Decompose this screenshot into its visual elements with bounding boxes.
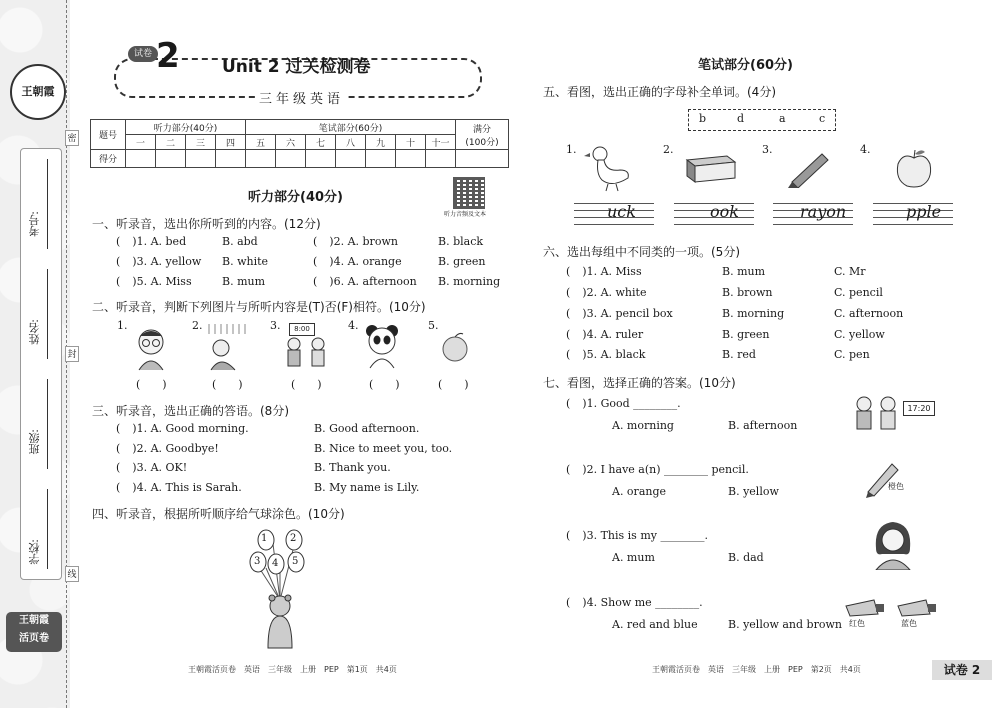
word-fragment: uck	[607, 202, 636, 221]
answer-blank[interactable]: ( )5. A. black	[566, 348, 646, 361]
option-b: B. mum	[222, 275, 266, 288]
brand-logo-text: 王朝霞	[21, 84, 55, 98]
woman-picture	[870, 518, 916, 570]
name-line[interactable]	[47, 269, 49, 359]
class-line[interactable]	[47, 379, 49, 469]
score-cell[interactable]	[156, 150, 186, 168]
col-label: 七	[306, 135, 336, 150]
option-a: )1. A. Good morning.	[132, 422, 249, 435]
option-c: C. afternoon	[834, 307, 904, 320]
grade-subtitle: 三年级英语	[255, 88, 348, 107]
letter-choice: a	[779, 112, 786, 125]
item-number: 4.	[348, 319, 359, 332]
coloring-child-picture	[205, 322, 249, 372]
seal-char: 线	[65, 566, 79, 582]
option-b: B. My name is Lily.	[314, 481, 420, 494]
test-tag: 试卷	[128, 46, 158, 62]
boy-with-glasses-picture	[133, 326, 169, 372]
option-a: )1. A. bed	[132, 235, 187, 248]
answer-blank[interactable]: ( )4. Show me ________.	[566, 596, 703, 609]
score-cell[interactable]	[426, 150, 456, 168]
answer-blank[interactable]: ( )3. A. yellow	[116, 255, 202, 268]
answer-blank[interactable]: ( )3. A. pencil box	[566, 307, 673, 320]
option-a: )5. A. black	[582, 348, 646, 361]
item-number: 5.	[428, 319, 439, 332]
option-a: )4. A. ruler	[582, 328, 644, 341]
option-c: C. pencil	[834, 286, 883, 299]
seal-char: 密	[65, 130, 79, 146]
score-cell[interactable]	[186, 150, 216, 168]
brand-logo-bottom-line1: 王朝霞	[19, 615, 49, 626]
option-b: B. Good afternoon.	[314, 422, 420, 435]
clock-display: 8:00	[289, 323, 315, 336]
word-fragment: ook	[710, 202, 739, 221]
answer-blank[interactable]: ( )4. A. ruler	[566, 328, 644, 341]
bear-with-balloons-picture	[246, 528, 312, 650]
seal-char: 封	[65, 346, 79, 362]
option-a: A. orange	[612, 485, 667, 498]
option-b: B. abd	[222, 235, 258, 248]
exam-number-label: 考号:	[28, 211, 41, 237]
option-b: B. afternoon	[728, 419, 798, 432]
brand-logo	[10, 64, 66, 120]
answer-blank[interactable]: ( )2. I have a(n) ________ pencil.	[566, 463, 749, 476]
option-b: B. morning	[722, 307, 785, 320]
option-a: )5. A. Miss	[132, 275, 192, 288]
option-a: )2. A. brown	[329, 235, 398, 248]
score-cell[interactable]	[216, 150, 246, 168]
col-label: 十一	[426, 135, 456, 150]
answer-blank[interactable]: ( )1. A. Good morning.	[116, 422, 249, 435]
paint-label-red: 红色	[849, 619, 865, 628]
section-2-title: 二、听录音，判断下列图片与所听内容是(T)否(F)相符。(10分)	[92, 300, 426, 314]
class-label: 班级:	[28, 429, 41, 455]
qr-label: 听力音频及文本	[444, 211, 487, 218]
page-badge: 试卷 2	[932, 660, 992, 680]
section-6-title: 六、选出每组中不同类的一项。(5分)	[543, 245, 740, 259]
listening-header: 听力部分(40分)	[126, 120, 246, 135]
balloon-number: 4	[272, 558, 279, 569]
student-info-panel	[20, 148, 62, 580]
col-label: 八	[336, 135, 366, 150]
option-b: B. yellow	[728, 485, 779, 498]
test-number: 2	[156, 36, 180, 76]
option-a: )1. A. Miss	[582, 265, 642, 278]
answer-blank[interactable]: ( )2. A. white	[566, 286, 647, 299]
score-cell[interactable]	[366, 150, 396, 168]
score-cell[interactable]	[306, 150, 336, 168]
children-greeting-picture	[852, 394, 904, 438]
option-a: )4. A. This is Sarah.	[132, 481, 242, 494]
paint-tube-blue-picture	[896, 598, 938, 618]
exam-number-line[interactable]	[47, 159, 49, 249]
option-a: )3. A. pencil box	[582, 307, 673, 320]
option-a: )6. A. afternoon	[329, 275, 417, 288]
option-a: A. mum	[612, 551, 655, 564]
panda-picture	[364, 324, 400, 370]
item-number: 2.	[192, 319, 203, 332]
score-table-label: 题号	[91, 120, 126, 150]
answer-blank[interactable]: ( )	[438, 378, 469, 391]
answer-blank[interactable]: ( )3. This is my ________.	[566, 529, 708, 542]
option-a: A. morning	[612, 419, 674, 432]
clock-display: 17:20	[903, 401, 935, 416]
option-b: B. Thank you.	[314, 461, 391, 474]
question-text: )4. Show me ________.	[582, 596, 703, 609]
option-b: B. mum	[722, 265, 766, 278]
option-b: B. yellow and brown	[728, 618, 842, 631]
score-cell[interactable]	[276, 150, 306, 168]
answer-blank[interactable]: ( )3. A. OK!	[116, 461, 188, 474]
full-score-value: (100分)	[465, 137, 499, 148]
answer-blank[interactable]: ( )5. A. Miss	[116, 275, 192, 288]
option-b: B. dad	[728, 551, 764, 564]
col-label: 十	[396, 135, 426, 150]
option-b: B. black	[438, 235, 484, 248]
score-cell[interactable]	[246, 150, 276, 168]
writing-header: 笔试部分(60分)	[246, 120, 456, 135]
score-cell[interactable]	[336, 150, 366, 168]
answer-blank[interactable]: ( )	[136, 378, 167, 391]
question-text: )3. This is my ________.	[582, 529, 708, 542]
balloon-number: 1	[261, 533, 268, 544]
option-b: B. green	[438, 255, 486, 268]
name-label: 姓名:	[28, 319, 41, 345]
item-number: 4.	[860, 143, 871, 156]
item-number: 3.	[762, 143, 773, 156]
option-a: )3. A. yellow	[132, 255, 202, 268]
col-label: 四	[216, 135, 246, 150]
section-3-title: 三、听录音，选出正确的答语。(8分)	[92, 404, 289, 418]
option-c: C. Mr	[834, 265, 866, 278]
col-label: 五	[246, 135, 276, 150]
section-1-title: 一、听录音，选出你所听到的内容。(12分)	[92, 217, 321, 231]
word-fragment: pple	[906, 202, 942, 221]
score-cell[interactable]	[396, 150, 426, 168]
option-c: C. yellow	[834, 328, 885, 341]
option-b: B. green	[722, 328, 770, 341]
answer-blank[interactable]: ( )	[291, 378, 322, 391]
col-label: 三	[186, 135, 216, 150]
paint-tube-red-picture	[844, 598, 886, 618]
footer-left: 王朝霞活页卷 英语 三年级 上册 PEP 第1页 共4页	[188, 665, 397, 674]
score-row-label: 得分	[91, 150, 126, 168]
answer-blank[interactable]: ( )	[212, 378, 243, 391]
answer-blank[interactable]: ( )6. A. afternoon	[313, 275, 417, 288]
letter-choice: d	[737, 112, 745, 125]
option-b: B. Nice to meet you, too.	[314, 442, 453, 455]
book-picture	[683, 152, 739, 184]
word-fragment: rayon	[800, 202, 847, 221]
balloon-number: 5	[292, 556, 299, 567]
option-a: )2. A. Goodbye!	[132, 442, 219, 455]
balloon-number: 2	[290, 533, 297, 544]
pencil-picture	[862, 460, 900, 498]
school-label: 学校:	[28, 539, 41, 565]
footer-right: 王朝霞活页卷 英语 三年级 上册 PEP 第2页 共4页	[652, 665, 861, 674]
answer-blank[interactable]: ( )4. A. orange	[313, 255, 402, 268]
two-children-picture	[280, 336, 336, 372]
section-4-title: 四、听录音，根据所听顺序给气球涂色。(10分)	[92, 507, 345, 521]
option-a: )3. A. OK!	[132, 461, 188, 474]
col-label: 二	[156, 135, 186, 150]
brand-logo-bottom-line2: 活页卷	[19, 633, 49, 644]
brand-logo-bottom	[6, 612, 62, 652]
option-a: )4. A. orange	[329, 255, 402, 268]
option-b: B. morning	[438, 275, 501, 288]
answer-blank[interactable]: ( )1. A. bed	[116, 235, 187, 248]
orange-picture	[441, 332, 469, 362]
color-label: 橙色	[888, 482, 904, 491]
item-number: 1.	[117, 319, 128, 332]
option-a: A. red and blue	[612, 618, 698, 631]
school-line[interactable]	[47, 489, 49, 569]
full-score-header	[456, 120, 509, 150]
page-title: Unit 2 过关检测卷	[222, 57, 371, 77]
apple-picture	[893, 148, 935, 190]
question-text: )1. Good ________.	[582, 397, 681, 410]
answer-blank[interactable]: ( )2. A. brown	[313, 235, 398, 248]
score-table	[90, 119, 509, 168]
option-b: B. brown	[722, 286, 773, 299]
qr-code[interactable]	[453, 177, 485, 209]
option-b: B. white	[222, 255, 269, 268]
item-number: 2.	[663, 143, 674, 156]
writing-title: 笔试部分(60分)	[698, 58, 793, 73]
score-cell[interactable]	[126, 150, 156, 168]
answer-blank[interactable]: ( )	[369, 378, 400, 391]
option-b: B. red	[722, 348, 756, 361]
section-7-title: 七、看图，选择正确的答案。(10分)	[543, 376, 736, 390]
option-a: )2. A. white	[582, 286, 647, 299]
answer-blank[interactable]: ( )1. A. Miss	[566, 265, 642, 278]
letter-choices	[688, 109, 836, 131]
letter-choice: b	[699, 112, 707, 125]
section-5-title: 五、看图，选出正确的字母补全单词。(4分)	[543, 85, 776, 99]
answer-blank[interactable]: ( )1. Good ________.	[566, 397, 681, 410]
answer-blank[interactable]: ( )2. A. Goodbye!	[116, 442, 219, 455]
col-label: 九	[366, 135, 396, 150]
answer-blank[interactable]: ( )4. A. This is Sarah.	[116, 481, 242, 494]
full-score-title: 满分	[472, 124, 491, 135]
crayon-picture	[786, 150, 832, 188]
paint-label-blue: 蓝色	[901, 619, 917, 628]
score-cell[interactable]	[456, 150, 509, 168]
balloon-number: 3	[254, 556, 261, 567]
item-number: 1.	[566, 143, 577, 156]
letter-choice: c	[819, 112, 826, 125]
duck-picture	[582, 144, 634, 192]
item-number: 3.	[270, 319, 281, 332]
question-text: )2. I have a(n) ________ pencil.	[582, 463, 749, 476]
listening-title: 听力部分(40分)	[248, 190, 343, 205]
col-label: 六	[276, 135, 306, 150]
col-label: 一	[126, 135, 156, 150]
option-c: C. pen	[834, 348, 870, 361]
